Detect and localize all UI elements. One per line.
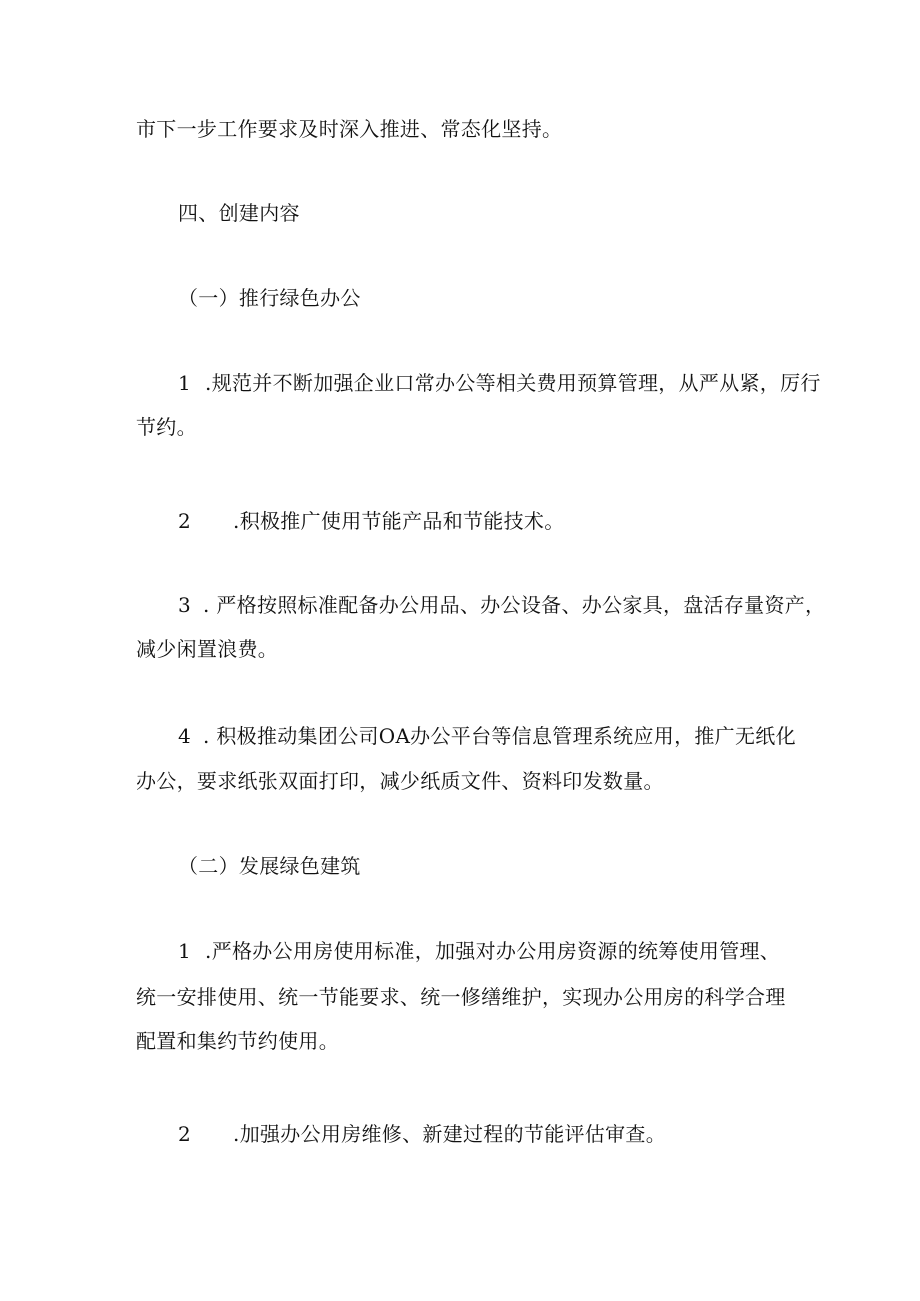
list-item bbox=[178, 508, 565, 534]
subsection-heading-green-office: （一）推行绿色办公 bbox=[178, 286, 361, 310]
item-text: . 严格按照标准配备办公用品、办公设备、办公家具，盘活存量资产， bbox=[203, 593, 826, 617]
item-text-continuation: 配置和集约节约使用。 bbox=[136, 1029, 339, 1053]
intro-tail-text: 市下一步工作要求及时深入推进、常态化坚持。 bbox=[136, 117, 563, 141]
item-text: . 积极推动集团公司OA办公平台等信息管理系统应用，推广无纸化 bbox=[203, 724, 796, 748]
list-item bbox=[178, 592, 825, 618]
item-number: 3 bbox=[178, 593, 192, 617]
item-number: 1 bbox=[178, 939, 192, 963]
list-item bbox=[178, 938, 780, 964]
section-heading: 四、创建内容 bbox=[178, 201, 300, 225]
item-number: 2 bbox=[178, 1122, 192, 1146]
item-number: 1 bbox=[178, 371, 192, 395]
list-item bbox=[178, 723, 796, 749]
item-text-continuation: 减少闲置浪费。 bbox=[136, 637, 279, 661]
subsection-heading-green-building: （二）发展绿色建筑 bbox=[178, 854, 361, 878]
item-text: .严格办公用房使用标准，加强对办公用房资源的统筹使用管理、 bbox=[205, 939, 781, 963]
item-text: .积极推广使用节能产品和节能技术。 bbox=[233, 509, 565, 533]
item-text: .规范并不断加强企业口常办公等相关费用预算管理，从严从紧，厉行 bbox=[205, 371, 821, 395]
list-item bbox=[178, 1121, 666, 1147]
item-text-continuation: 统一安排使用、统一节能要求、统一修缮维护，实现办公用房的科学合理 bbox=[136, 985, 786, 1009]
item-number: 4 bbox=[178, 724, 192, 748]
item-number: 2 bbox=[178, 509, 192, 533]
item-text-continuation: 节约。 bbox=[136, 415, 197, 439]
list-item bbox=[178, 370, 821, 396]
item-text-continuation: 办公，要求纸张双面打印，减少纸质文件、资料印发数量。 bbox=[136, 769, 664, 793]
item-text: .加强办公用房维修、新建过程的节能评估审查。 bbox=[233, 1122, 666, 1146]
